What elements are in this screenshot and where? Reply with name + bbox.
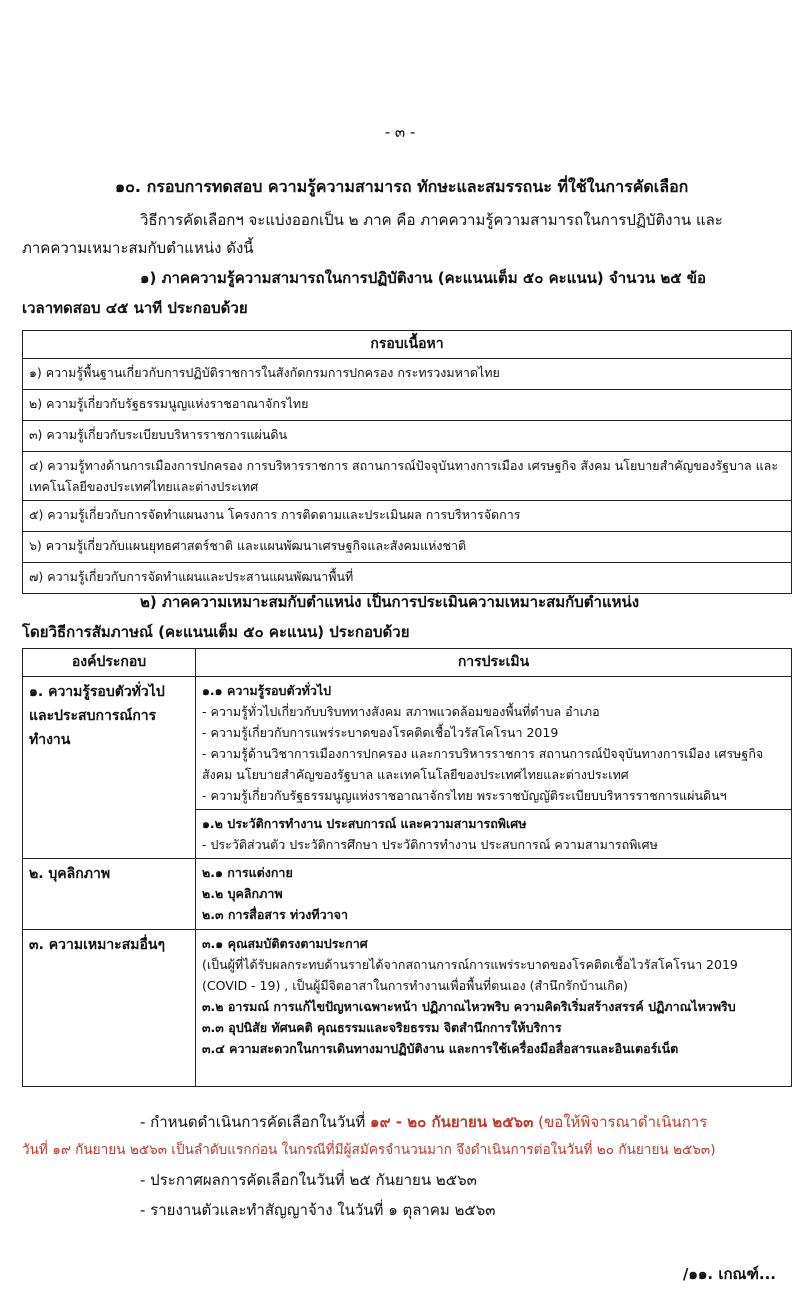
table1-row: ๖) ความรู้เกี่ยวกับแผนยุทธศาสตร์ชาติ และแผนพัฒนาเศรษฐกิจและสังคมแห่งชาติ	[23, 532, 792, 563]
table1-row: ๔) ความรู้ทางด้านการเมืองการปกครอง การบริหารราชการ สถานการณ์ปัจจุบันทางการเมือง เศรษฐกิจ สังคม นโยบายสำคัญของรัฐบาล และเทคโนโลยีของประเทศไทยและต่างประเทศ	[23, 452, 792, 501]
category-personality: ๒. บุคลิกภาพ	[23, 859, 196, 930]
table1-row: ๑) ความรู้พื้นฐานเกี่ยวกับการปฏิบัติราชการในสังกัดกรมการปกครอง กระทรวงมหาดไทย	[23, 359, 792, 390]
part2-line-1: ๒) ภาคความเหมาะสมกับตำแหน่ง เป็นการประเมินความเหมาะสมกับตำแหน่ง	[140, 593, 640, 611]
list-item: - ความรู้ด้านวิชาการเมืองการปกครอง และการบริหารราชการ สถานการณ์ปัจจุบันทางการเมือง เศรษฐกิจ สังคม นโยบายสำคัญของรัฐบาล และเทคโนโลยีของประเทศไทยและต่างประเทศ	[202, 746, 764, 782]
list-item: - ความรู้เกี่ยวกับรัฐธรรมนูญแห่งราชอาณาจักรไทย พระราชบัญญัติระเบียบบริหารราชการแผ่นดินฯ	[202, 788, 727, 803]
table1-row: ๕) ความรู้เกี่ยวกับการจัดทำแผนงาน โครงการ การติดตามและประเมินผล การบริหารจัดการ	[23, 501, 792, 532]
subsection-title: ๑.๒ ประวัติการทำงาน ประสบการณ์ และความสามารถพิเศษ	[202, 816, 527, 831]
schedule-prefix: - กำหนดดำเนินการคัดเลือกในวันที่	[140, 1113, 366, 1131]
list-item: ๓.๔ ความสะดวกในการเดินทางมาปฏิบัติงาน และการใช้เครื่องมือสื่อสารและอินเตอร์เน็ต	[202, 1041, 679, 1056]
list-item: ๓.๓ อุปนิสัย ทัศนคติ คุณธรรมและจริยธรรม จิตสำนึกการให้บริการ	[202, 1020, 562, 1035]
subsection-title: ๓.๑ คุณสมบัติตรงตามประกาศ	[202, 936, 368, 951]
assessment-1-2	[196, 810, 792, 859]
list-item: - ความรู้เกี่ยวกับการแพร่ระบาดของโรคติดเชื้อไวรัสโคโรนา 2019	[202, 725, 559, 740]
assessment-1-1	[196, 677, 792, 810]
assessment-2	[196, 859, 792, 930]
table2-col-assessment: การประเมิน	[196, 649, 792, 677]
table1-header: กรอบเนื้อหา	[23, 331, 792, 359]
part1-line-2: เวลาทดสอบ ๔๕ นาที ประกอบด้วย	[22, 299, 248, 317]
part2-line-2: โดยวิธีการสัมภาษณ์ (คะแนนเต็ม ๕๐ คะแนน) ประกอบด้วย	[22, 623, 410, 641]
schedule-line-1	[140, 1110, 707, 1134]
intro-line-1: วิธีการคัดเลือกฯ จะแบ่งออกเป็น ๒ ภาค คือ ภาคความรู้ความสามารถในการปฏิบัติงาน และ	[140, 211, 723, 229]
list-item: ๒.๓ การสื่อสาร ท่วงทีวาจา	[202, 907, 349, 922]
table1-row: ๒) ความรู้เกี่ยวกับรัฐธรรมนูญแห่งราชอาณาจักรไทย	[23, 390, 792, 421]
list-item: - ประวัติส่วนตัว ประวัติการศึกษา ประวัติการทำงาน ประสบการณ์ ความสามารถพิเศษ	[202, 837, 658, 852]
list-item: - ความรู้ทั่วไปเกี่ยวกับบริบททางสังคม สภาพแวดล้อมของพื้นที่ตำบล อำเภอ	[202, 704, 600, 719]
assessment-3	[196, 930, 792, 1087]
list-item: (เป็นผู้ที่ได้รับผลกระทบด้านรายได้จากสถานการณ์การแพร่ระบาดของโรคติดเชื้อไวรัสโคโรนา 2019 (COVID - 19) , เป็นผู้มีจิตอาสาในการทำงานเพื่อพื้นที่ตนเอง (สำนึกรักบ้านเกิด)	[202, 957, 738, 993]
schedule-note: (ขอให้พิจารณาดำเนินการ	[538, 1113, 708, 1131]
content-framework-table	[22, 330, 792, 594]
continuation-note: /๑๑. เกณฑ์...	[682, 1265, 776, 1283]
table1-row: ๗) ความรู้เกี่ยวกับการจัดทำแผนและประสานแผนพัฒนาพื้นที่	[23, 563, 792, 594]
page-number: - ๓ -	[384, 123, 416, 141]
section-heading: ๑๐. กรอบการทดสอบ ความรู้ความสามารถ ทักษะและสมรรถนะ ที่ใช้ในการคัดเลือก	[115, 177, 689, 196]
table2-col-component: องค์ประกอบ	[23, 649, 196, 677]
list-item: ๓.๒ อารมณ์ การแก้ไขปัญหาเฉพาะหน้า ปฏิภาณไหวพริบ ความคิดริเริ่มสร้างสรรค์ ปฏิภาณไหวพริบ	[202, 999, 736, 1014]
list-item: ๒.๒ บุคลิกภาพ	[202, 886, 283, 901]
subsection-title: ๑.๑ ความรู้รอบตัวทั่วไป	[202, 683, 332, 698]
schedule-line-3: - ประกาศผลการคัดเลือกในวันที่ ๒๕ กันยายน ๒๕๖๓	[140, 1171, 477, 1189]
category-general-knowledge: ๑. ความรู้รอบตัวทั่วไปและประสบการณ์การทำงาน	[23, 677, 196, 859]
list-item: ๒.๑ การแต่งกาย	[202, 865, 293, 880]
category-other-suitability: ๓. ความเหมาะสมอื่นๆ	[23, 930, 196, 1087]
schedule-line-2: วันที่ ๑๙ กันยายน ๒๕๖๓ เป็นลำดับแรกก่อน ในกรณีที่มีผู้สมัครจำนวนมาก จึงดำเนินการต่อในวันที่ ๒๐ กันยายน ๒๕๖๓)	[22, 1142, 716, 1158]
suitability-table	[22, 648, 792, 1087]
schedule-line-4: - รายงานตัวและทำสัญญาจ้าง ในวันที่ ๑ ตุลาคม ๒๕๖๓	[140, 1201, 496, 1219]
table1-row: ๓) ความรู้เกี่ยวกับระเบียบบริหารราชการแผ่นดิน	[23, 421, 792, 452]
part1-line-1: ๑) ภาคความรู้ความสามารถในการปฏิบัติงาน (คะแนนเต็ม ๕๐ คะแนน) จำนวน ๒๕ ข้อ	[140, 269, 707, 287]
intro-line-2: ภาคความเหมาะสมกับตำแหน่ง ดังนี้	[22, 239, 254, 257]
schedule-date: ๑๙ - ๒๐ กันยายน ๒๕๖๓	[370, 1113, 534, 1131]
